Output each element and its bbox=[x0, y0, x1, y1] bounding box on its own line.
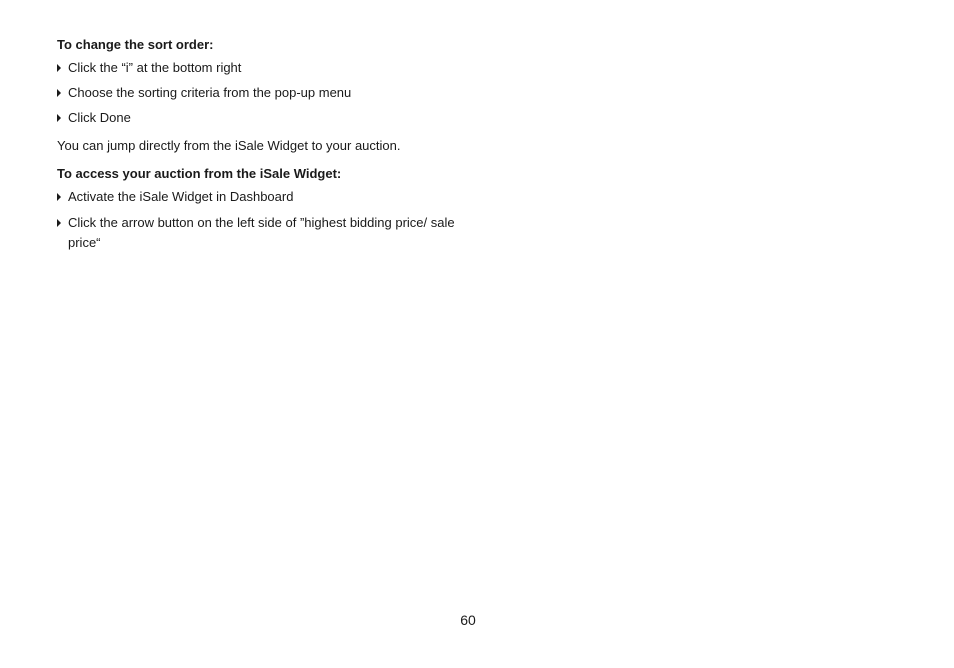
page-number: 60 bbox=[460, 612, 476, 628]
sort-order-steps bbox=[57, 58, 477, 128]
sort-step bbox=[57, 83, 477, 103]
access-auction-steps bbox=[57, 187, 477, 253]
access-step-text: Click the arrow button on the left side of ”highest bidding price/ sale price“ bbox=[68, 215, 455, 250]
sort-step bbox=[57, 108, 477, 128]
access-step-text: Activate the iSale Widget in Dashboard bbox=[68, 189, 294, 204]
triangle-bullet-icon bbox=[57, 219, 61, 227]
triangle-bullet-icon bbox=[57, 64, 61, 72]
sort-step bbox=[57, 58, 477, 78]
triangle-bullet-icon bbox=[57, 89, 61, 97]
access-step bbox=[57, 213, 468, 253]
sort-step-text: Click Done bbox=[68, 110, 131, 125]
access-auction-heading: To access your auction from the iSale Widget: bbox=[57, 166, 342, 181]
triangle-bullet-icon bbox=[57, 114, 61, 122]
sort-order-heading: To change the sort order: bbox=[57, 37, 214, 52]
page-content bbox=[57, 36, 477, 253]
access-step bbox=[57, 187, 477, 207]
sort-step-text: Choose the sorting criteria from the pop-up menu bbox=[68, 85, 352, 100]
jump-note: You can jump directly from the iSale Widget to your auction. bbox=[57, 138, 401, 153]
sort-step-text: Click the “i” at the bottom right bbox=[68, 60, 242, 75]
triangle-bullet-icon bbox=[57, 193, 61, 201]
